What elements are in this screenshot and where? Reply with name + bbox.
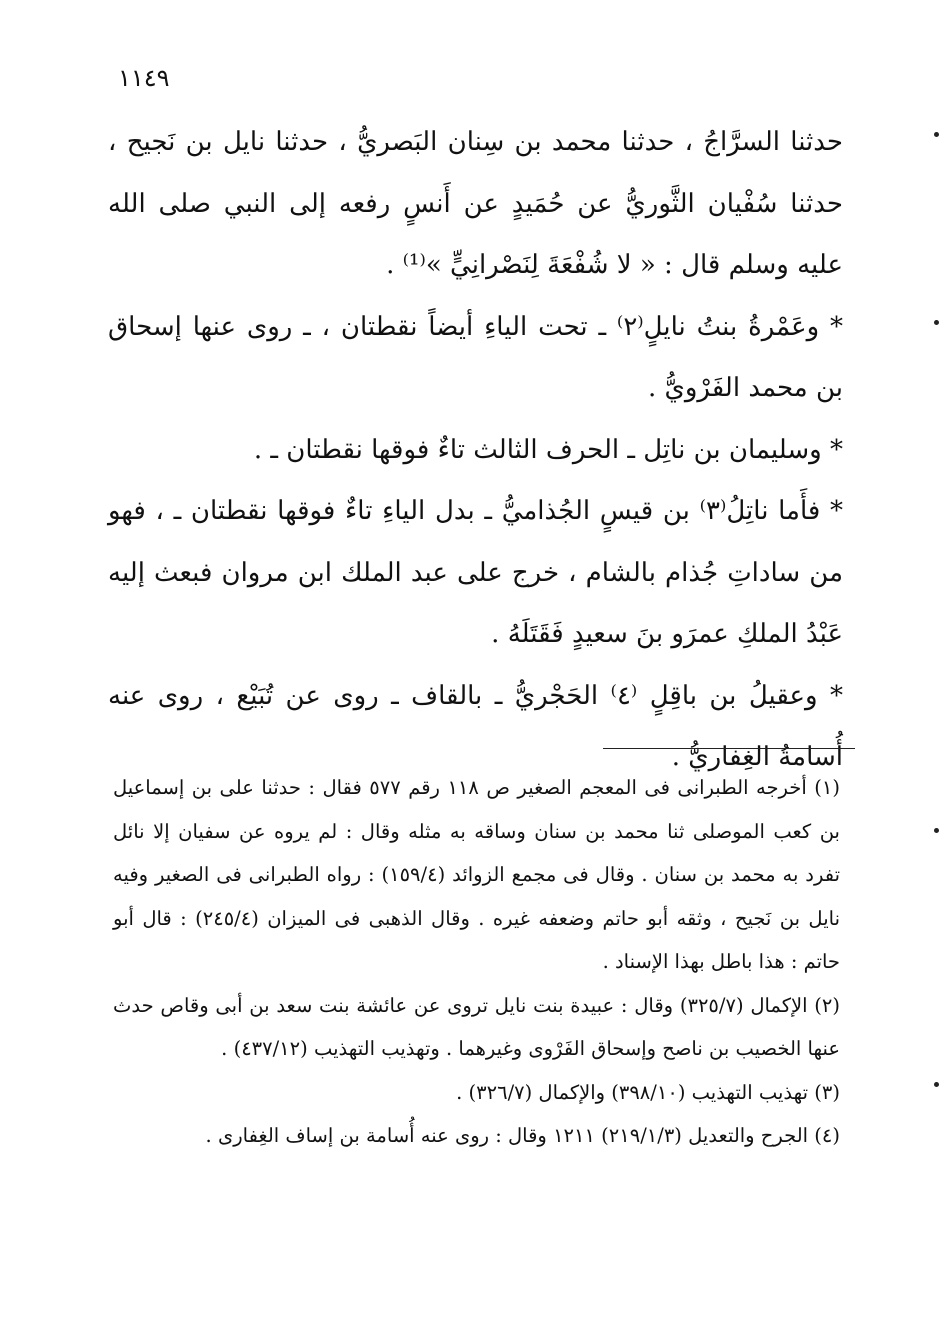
footnote: (٢) الإكمال (٣٢٥/٧) وقال : عبيدة بنت نايل تروى عن عائشة بنت سعد بن أبى وقاص حدث عنها الخصيب بن ناصح وإسحاق الفَرْوى وغيرهما . وتهذيب التهذيب (٤٣٧/١٢) . xyxy=(113,993,840,1060)
main-text xyxy=(108,112,843,789)
page-number: ١١٤٩ xyxy=(118,64,170,92)
footnote-separator xyxy=(603,748,855,749)
paragraph: * وسليمان بن ناتِل ـ الحرف الثالث تاءٌ فوقها نقطتان ـ . xyxy=(253,434,843,465)
footnote: (١) أخرجه الطبرانى فى المعجم الصغير ص ١١٨ رقم ٥٧٧ فقال : حدثنا على بن إسماعيل بن كعب الموصلى ثنا محمد بن سنان وساقه به مثله وقال : لم يروه عن سفيان إلا نائل تفرد به محمد بن سنان . وقال فى مجمع الزوائد (١٥٩/٤) : رواه الطبرانى فى الصغير وفيه نايل بن نَجيح ، وثقه أبو حاتم وضعفه غيره . وقال الذهبى فى الميزان (٢٤٥/٤) : قال أبو حاتم : هذا باطل بهذا الإسناد . xyxy=(113,776,840,973)
margin-mark xyxy=(934,320,939,325)
margin-mark xyxy=(934,828,939,833)
paragraph: * وعقيلُ بن باقِلٍ ⁽٤⁾ الحَجْريُّ ـ بالقاف ـ روى عن تُبَيْع ، روى عنه أُسامةُ الغِفاريُّ . xyxy=(108,680,843,772)
paragraph: * فأَما ناتِلُ⁽٣⁾ بن قيسٍ الجُذاميُّ ـ بدل الياءِ تاءٌ فوقها نقطتان ـ ، فهو من ساداتِ جُذام بالشام ، خرج على عبد الملك ابن مروان فبعث إليه عَبْدُ الملكِ عمرَو بنَ سعيدٍ فَقَتَلَهُ . xyxy=(108,496,844,649)
footnote: (٤) الجرح والتعديل (٢١٩/١/٣) ١٢١١ وقال : روى عنه أُسامة بن إساف الغِفارى . xyxy=(205,1124,840,1147)
footnote: (٣) تهذيب التهذيب (٣٩٨/١٠) والإكمال (٣٢٦/٧) . xyxy=(456,1080,840,1104)
margin-mark xyxy=(934,1082,939,1087)
paragraph: * وعَمْرةُ بنتُ نايلٍ⁽٢⁾ ـ تحت الياءِ أيضاً نقطتان ، ـ روى عنها إسحاق بن محمد الفَرْويُّ . xyxy=(108,311,843,403)
margin-mark xyxy=(934,132,939,137)
paragraph: حدثنا السرَّاجُ ، حدثنا محمد بن سِنان البَصريُّ ، حدثنا نايل بن نَجيح ، حدثنا سُفْيان الثَّوريُّ عن حُمَيدٍ عن أَنسٍ رفعه إلى النبي صلى الله عليه وسلم قال : « لا شُفْعَةَ لِنَصْرانِيٍّ »⁽¹⁾ . xyxy=(108,127,843,280)
footnotes xyxy=(113,766,840,1158)
